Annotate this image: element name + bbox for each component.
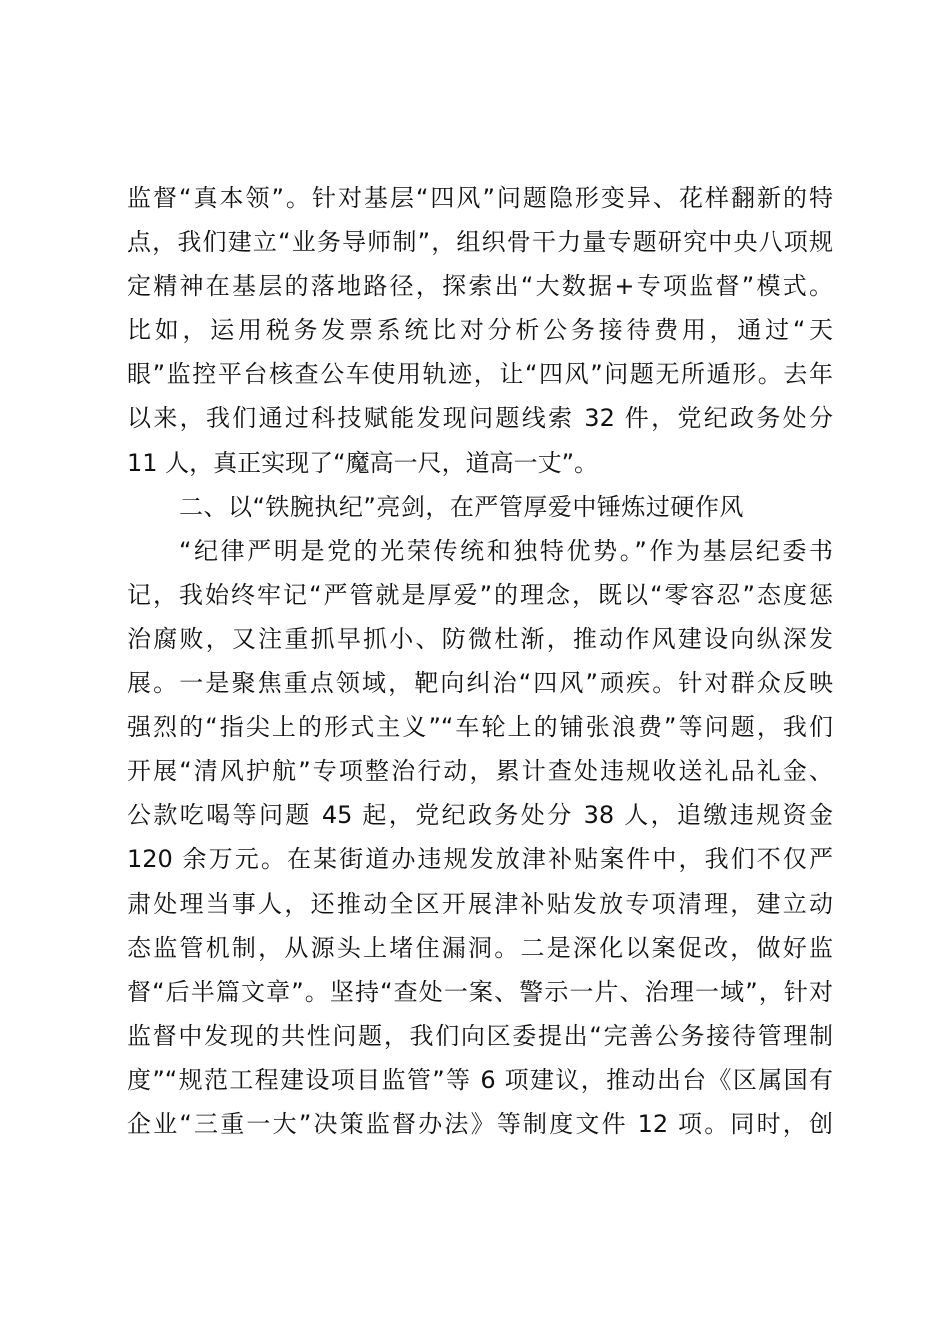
body-text <box>127 176 833 1146</box>
text-line-21: 度”“规范工程建设项目监管”等 6 项建议，推动出台《区属国有 <box>127 1065 833 1094</box>
text-line-9: “纪律严明是党的光荣传统和独特优势。”作为基层纪委书 <box>179 536 833 565</box>
text-line-13: 强烈的“指尖上的形式主义”“车轮上的铺张浪费”等问题，我们 <box>127 713 833 742</box>
text-line-11: 治腐败，又注重抓早抓小、防微杜渐，推动作风建设向纵深发 <box>127 624 833 653</box>
text-line-20: 监督中发现的共性问题，我们向区委提出“完善公务接待管理制 <box>127 1021 833 1050</box>
text-line-14: 开展“清风护航”专项整治行动，累计查处违规收送礼品礼金、 <box>127 757 833 786</box>
text-line-2: 点，我们建立“业务导师制”，组织骨干力量专题研究中央八项规 <box>127 228 833 257</box>
section-heading: 二、以“铁腕执纪”亮剑，在严管厚爱中锤炼过硬作风 <box>179 492 744 521</box>
text-line-16: 120 余万元。在某街道办违规发放津补贴案件中，我们不仅严 <box>127 845 833 874</box>
text-line-10: 记，我始终牢记“严管就是厚爱”的理念，既以“零容忍”态度惩 <box>127 580 833 609</box>
text-line-6: 以来，我们通过科技赋能发现问题线索 32 件，党纪政务处分 <box>127 404 833 433</box>
text-line-5: 眼”监控平台核查公车使用轨迹，让“四风”问题无所遁形。去年 <box>127 360 833 389</box>
text-line-18: 态监管机制，从源头上堵住漏洞。二是深化以案促改，做好监 <box>127 933 833 962</box>
text-line-12: 展。一是聚焦重点领域，靶向纠治“四风”顽疾。针对群众反映 <box>127 669 833 698</box>
text-line-15: 公款吃喝等问题 45 起，党纪政务处分 38 人，追缴违规资金 <box>127 801 833 830</box>
text-line-3: 定精神在基层的落地路径，探索出“大数据+专项监督”模式。 <box>127 272 833 301</box>
text-line-22: 企业“三重一大”决策监督办法》等制度文件 12 项。同时，创 <box>127 1109 833 1138</box>
text-line-7: 11 人，真正实现了“魔高一尺，道高一丈”。 <box>127 448 599 477</box>
text-line-19: 督“后半篇文章”。坚持“查处一案、警示一片、治理一域”，针对 <box>127 977 833 1006</box>
text-line-17: 肃处理当事人，还推动全区开展津补贴发放专项清理，建立动 <box>127 889 833 918</box>
text-line-1: 监督“真本领”。针对基层“四风”问题隐形变异、花样翻新的特 <box>127 184 833 212</box>
text-line-4: 比如，运用税务发票系统比对分析公务接待费用，通过“天 <box>127 316 833 345</box>
